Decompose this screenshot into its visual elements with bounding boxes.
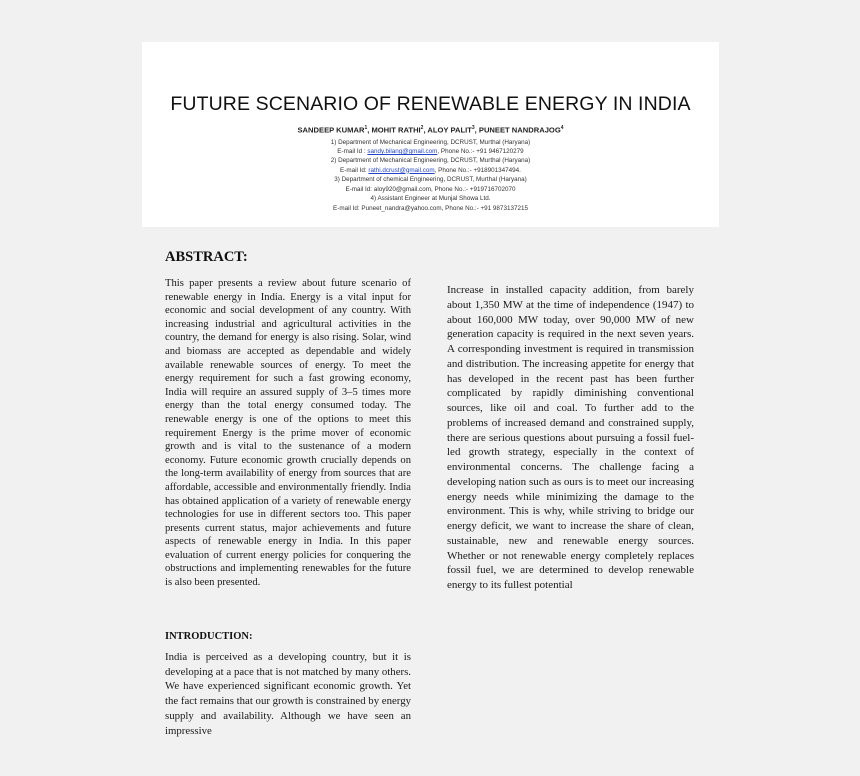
- abstract-text: This paper presents a review about future scenario of renewable energy in India. Energy is a vital input for economic and social development of any country. With increasing industrial and agricultural activities in the country, the demand for energy is also rising. Solar, wind and biomass are accepted as dependable and widely available renewable sources of energy. To meet the energy requirement for such a fast growing economy, India will require an assured supply of 3–5 times more energy than the total energy consumed today. The renewable energy is one of the options to meet this requirement Energy is the prime mover of economic growth and is vital to the sustenance of a modern economy. Future economic growth crucially depends on the long-term availability of energy from sources that are affordable, accessible and environmentally friendly. India has obtained application of a variety of renewable energy technologies for use in different sectors too. This paper presents current status, major achievements and future aspects of renewable energy in India. In this paper evaluation of current energy policies for conquering the obstructions and implementing renewables for the future is also been presented.: [165, 278, 411, 589]
- right-column-text: Increase in installed capacity addition, from barely about 1,350 MW at the time of independence (1947) to about 160,000 MW today, over 90,000 MW of new generation capacity is required in the next seven years. A corresponding investment is required in transmission and distribution. The increasing appetite for energy that has developed in the recent past has been further complicated by rapidly diminishing conventional sources, like oil and coal. To further add to the problems of increased demand and constrained supply, there are serious questions about pursuing a fossil fuel-led growth strategy, especially in the context of environmental concerns. The challenge facing a developing nation such as ours is to meet our increasing energy needs while minimizing the damage to the environment. This is why, while striving to bridge our energy deficit, we want to increase the share of clean, sustainable, new and renewable energy sources. Whether or not renewable energy completely replaces fossil fuel, we are determined to develop renewable energy to its fullest potential: [447, 284, 694, 591]
- affiliation-4-dept: 4) Assistant Engineer at Munjal Showa Ltd.: [370, 195, 491, 202]
- paper-title: FUTURE SCENARIO OF RENEWABLE ENERGY IN INDIA: [170, 93, 691, 115]
- phone-text: , Phone No.:- +91 9467120279: [437, 148, 524, 155]
- affiliation-3-dept: 3) Department of chemical Engineering, DCRUST, Murthal (Haryana): [334, 176, 527, 183]
- affiliation-2-contact: [142, 166, 719, 176]
- email-link[interactable]: rathi.dcrust@gmail.com: [368, 166, 435, 174]
- author-superscript: 3: [471, 125, 475, 131]
- author-name: MOHIT RATHI: [371, 125, 421, 135]
- introduction-text: India is perceived as a developing country, but it is developing at a pace that is not matched by many others. We have experienced significant economic growth. Yet the fact remains that our growth is constrained by energy supply and availability. Although we have seen an impressive: [165, 651, 411, 737]
- abstract-heading: ABSTRACT:: [165, 249, 248, 265]
- author-superscript: 2: [420, 125, 424, 131]
- author-name: PUNEET NANDRAJOG: [478, 125, 561, 135]
- introduction-heading: INTRODUCTION:: [165, 631, 253, 642]
- phone-text: , Phone No.:- +918901347494.: [434, 166, 521, 174]
- paper-header: [142, 42, 719, 227]
- affiliation-2-dept: 2) Department of Mechanical Engineering, DCRUST, Murthal (Haryana): [330, 157, 531, 164]
- affiliation-3-contact: E-mail Id: aloy920@gmail.com, Phone No.:- +919716702070: [345, 185, 516, 193]
- author-name: SANDEEP KUMAR: [297, 125, 365, 135]
- email-label: E-mail Id :: [337, 148, 368, 155]
- email-label: E-mail Id:: [340, 166, 369, 174]
- author-superscript: 4: [560, 125, 564, 131]
- author-superscript: 1: [364, 125, 368, 131]
- email-link[interactable]: sandy.bilang@gmail.com: [367, 148, 438, 155]
- affiliation-4-contact: E-mail Id: Puneet_nandra@yahoo.com, Phone No.:- +91 9873137215: [333, 204, 528, 212]
- author-list: SANDEEP KUMAR$^1$, MOHIT RATHI$^2$, ALOY PALIT$^3$, PUNEET NANDRAJOG$^4$: [297, 125, 564, 135]
- author-name: ALOY PALIT: [427, 125, 472, 135]
- affiliation-1-dept: 1) Department of Mechanical Engineering, DCRUST, Murthal (Haryana): [330, 139, 531, 146]
